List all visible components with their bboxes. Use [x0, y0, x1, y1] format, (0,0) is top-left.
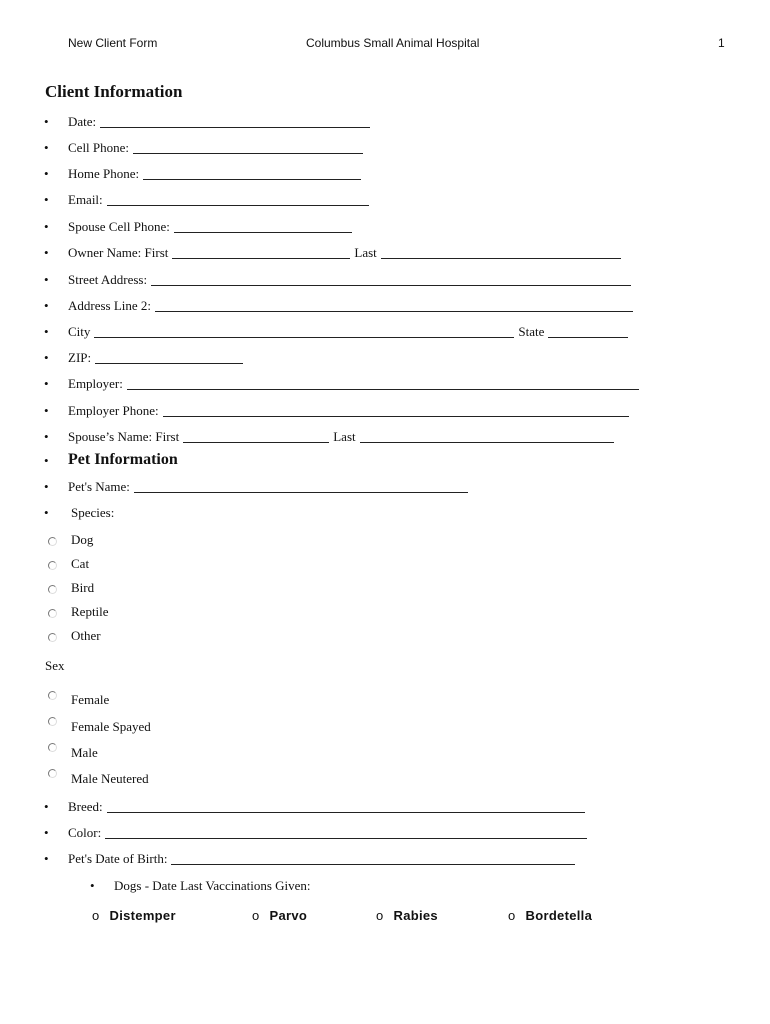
vaccine-marker: o	[92, 908, 100, 923]
dogs-vax-label: Dogs - Date Last Vaccinations Given:	[114, 878, 311, 893]
bullet: •	[44, 298, 49, 313]
home-phone-label: Home Phone:	[68, 166, 140, 181]
pet-name-label: Pet's Name:	[68, 479, 130, 494]
header-hospital-name: Columbus Small Animal Hospital	[306, 36, 480, 50]
cell-phone-field[interactable]	[133, 141, 363, 154]
vaccine-rabies[interactable]	[376, 908, 438, 923]
spouse-cell-label: Spouse Cell Phone:	[68, 219, 170, 234]
street-field[interactable]	[151, 273, 631, 286]
employer-field[interactable]	[127, 377, 639, 390]
email-field[interactable]	[107, 193, 369, 206]
page-number: 1	[718, 36, 725, 50]
vaccine-marker: o	[252, 908, 260, 923]
color-label: Color:	[68, 825, 102, 840]
spouse-first-field[interactable]	[183, 430, 329, 443]
address2-row	[44, 296, 637, 314]
bullet: •	[44, 140, 49, 155]
vaccine-parvo-label: Parvo	[269, 908, 308, 923]
date-field[interactable]	[100, 115, 370, 128]
sex-female-spayed-radio[interactable]	[48, 717, 57, 726]
date-row	[44, 112, 374, 130]
bullet: •	[44, 192, 49, 207]
pet-name-row	[44, 477, 472, 495]
state-label: State	[518, 324, 545, 339]
dogs-vax-row	[90, 876, 311, 894]
vaccine-distemper-label: Distemper	[109, 908, 176, 923]
spouse-last-label: Last	[333, 429, 356, 444]
owner-last-label: Last	[354, 245, 377, 260]
breed-row	[44, 797, 589, 815]
vaccine-marker: o	[508, 908, 516, 923]
bullet: •	[90, 878, 95, 893]
sex-female-label: Female	[71, 692, 110, 707]
street-row	[44, 270, 635, 288]
bullet: •	[44, 799, 49, 814]
species-dog-radio[interactable]	[48, 537, 57, 546]
bullet: •	[44, 350, 49, 365]
home-phone-row	[44, 164, 365, 182]
bullet: •	[44, 324, 49, 339]
vaccine-parvo[interactable]	[252, 908, 307, 923]
cell-phone-label: Cell Phone:	[68, 140, 130, 155]
owner-last-field[interactable]	[381, 246, 621, 259]
breed-field[interactable]	[107, 800, 585, 813]
species-reptile-radio[interactable]	[48, 609, 57, 618]
species-bird-radio[interactable]	[48, 585, 57, 594]
sex-male-radio[interactable]	[48, 743, 57, 752]
vaccine-distemper[interactable]	[92, 908, 176, 923]
species-cat-label: Cat	[71, 556, 90, 571]
owner-first-field[interactable]	[172, 246, 350, 259]
spouse-last-field[interactable]	[360, 430, 614, 443]
dob-field[interactable]	[171, 852, 575, 865]
date-label: Date:	[68, 114, 97, 129]
owner-first-label: Owner Name: First	[68, 245, 169, 260]
state-field[interactable]	[548, 325, 628, 338]
color-field[interactable]	[105, 826, 587, 839]
dob-label: Pet's Date of Birth:	[68, 851, 168, 866]
cell-phone-row	[44, 138, 367, 156]
dob-row	[44, 849, 579, 867]
sex-label: Sex	[45, 658, 65, 673]
species-other-label: Other	[71, 628, 101, 643]
address2-label: Address Line 2:	[68, 298, 152, 313]
bullet: •	[44, 166, 49, 181]
species-cat-radio[interactable]	[48, 561, 57, 570]
pet-name-field[interactable]	[134, 480, 468, 493]
city-field[interactable]	[94, 325, 514, 338]
sex-female-spayed-label: Female Spayed	[71, 719, 151, 734]
spouse-cell-row	[44, 217, 356, 235]
owner-name-row	[44, 243, 625, 261]
bullet: •	[44, 376, 49, 391]
bullet: •	[44, 479, 49, 494]
pet-info-heading: Pet Information	[68, 451, 178, 468]
bullet: •	[44, 453, 49, 468]
sex-female-radio[interactable]	[48, 691, 57, 700]
bullet: •	[44, 429, 49, 444]
bullet: •	[44, 403, 49, 418]
spouse-first-label: Spouse’s Name: First	[68, 429, 180, 444]
bullet: •	[44, 825, 49, 840]
species-label: Species:	[71, 505, 115, 520]
vaccine-bordetella[interactable]	[508, 908, 592, 923]
bullet: •	[44, 114, 49, 129]
species-other-radio[interactable]	[48, 633, 57, 642]
vaccine-bordetella-label: Bordetella	[525, 908, 593, 923]
email-row	[44, 190, 373, 208]
employer-phone-field[interactable]	[163, 404, 629, 417]
sex-male-label: Male	[71, 745, 98, 760]
header-form-title: New Client Form	[68, 36, 158, 50]
bullet: •	[44, 272, 49, 287]
sex-male-neutered-label: Male Neutered	[71, 771, 149, 786]
employer-phone-label: Employer Phone:	[68, 403, 159, 418]
zip-row	[44, 348, 247, 366]
spouse-cell-field[interactable]	[174, 220, 352, 233]
home-phone-field[interactable]	[143, 167, 361, 180]
vaccine-marker: o	[376, 908, 384, 923]
street-label: Street Address:	[68, 272, 148, 287]
vaccine-rabies-label: Rabies	[393, 908, 438, 923]
employer-phone-row	[44, 401, 633, 419]
pet-info-heading-row	[44, 449, 178, 469]
bullet: •	[44, 851, 49, 866]
species-bird-label: Bird	[71, 580, 95, 595]
employer-row	[44, 374, 643, 392]
species-dog-label: Dog	[71, 532, 94, 547]
sex-male-neutered-radio[interactable]	[48, 769, 57, 778]
zip-label: ZIP:	[68, 350, 92, 365]
address2-field[interactable]	[155, 299, 633, 312]
bullet: •	[44, 505, 49, 520]
employer-label: Employer:	[68, 376, 123, 391]
client-info-heading: Client Information	[45, 82, 183, 101]
bullet: •	[44, 219, 49, 234]
species-row	[44, 503, 114, 521]
city-row	[44, 322, 632, 340]
zip-field[interactable]	[95, 351, 243, 364]
city-label: City	[68, 324, 91, 339]
color-row	[44, 823, 591, 841]
email-label: Email:	[68, 192, 103, 207]
bullet: •	[44, 245, 49, 260]
spouse-name-row	[44, 427, 618, 445]
species-reptile-label: Reptile	[71, 604, 109, 619]
breed-label: Breed:	[68, 799, 103, 814]
